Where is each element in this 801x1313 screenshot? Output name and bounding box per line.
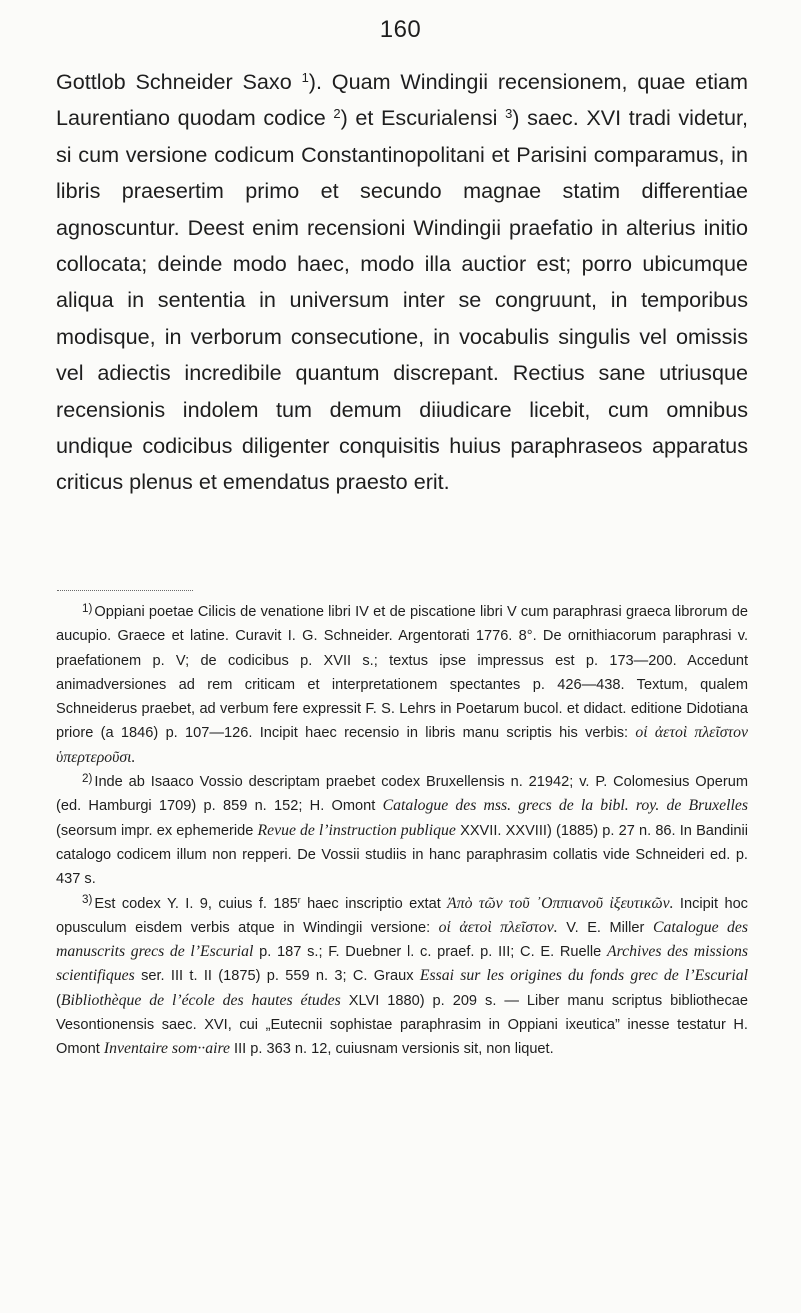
footnote-2-text-2: (seorsum impr. ex ephemeride <box>56 822 258 839</box>
footnote-ref-1[interactable]: 1 <box>301 69 309 85</box>
footnote-ref-2[interactable]: 2 <box>333 106 341 122</box>
footnote-3-text-2: haec inscriptio extat <box>300 895 448 912</box>
footnote-2-text-3: XXVII. XXVIII) (1885) p. 27 n. 86. In Bandinii catalogo codicem illum non repperi. De Vossii studiis in hanc paraphrasim collatis vide Schneideri ed. p. 437 s. <box>56 822 748 888</box>
main-paragraph <box>56 64 748 501</box>
footnote-divider <box>57 590 193 591</box>
footnote-1-text: Oppiani poetae Cilicis de venatione libri IV et de piscatione libri V cum paraphrasi graeca librorum de aucupio. Graece et latine. Curavit I. G. Schneider. Argentorati 1776. 8°. De ornithiacorum paraphrasi v. praefationem p. V; de codicibus p. XVII s.; textus ipse impressus est p. 173—200. Accedunt animadversiones ad rem criticam et interpretationem spectantes p. 426—438. Textum, qualem Schneiderus praebet, ad verbum fere expressit F. S. Lehrs in Poetarum bucol. et didact. editione Didotiana priore (a 1846) p. 107—126. Incipit haec recensio in libris manu scriptis his verbis: <box>56 604 748 742</box>
footnote-3-text-5: p. 187 s.; F. Duebner l. c. praef. p. III; C. E. Ruelle <box>253 944 607 961</box>
footnote-3-text-4: V. E. Miller <box>557 919 653 936</box>
footnote-mark-1: 1) <box>82 601 93 615</box>
page-number: 160 <box>379 16 422 43</box>
footnote-2 <box>56 770 748 891</box>
footnote-1 <box>56 600 748 770</box>
footnote-ref-3[interactable]: 3 <box>505 106 513 122</box>
paragraph-text-3: ) et Escurialensi <box>340 105 506 131</box>
footnote-3-text-3: Incipit hoc opusculum eisdem verbis atque in Windingii versione: <box>56 895 748 936</box>
footnote-3-greek-2: οἱ ἀετοὶ πλεῖστον. <box>438 918 558 936</box>
footnote-3-text-6: ser. III t. II (1875) p. 559 n. 3; C. Graux <box>134 968 420 985</box>
folio-recto-mark: r <box>297 894 301 905</box>
footnote-3-text-1: Est codex Y. I. 9, cuius f. 185 <box>94 895 298 912</box>
footnotes <box>56 600 748 1062</box>
footnote-3-title-4: Bibliothèque de l’école des hautes études <box>60 991 341 1009</box>
footnote-3-title-3: Essai sur les origines du fonds grec de l’Escurial <box>419 967 748 985</box>
footnote-3-title-5: Inventaire som··aire <box>103 1040 230 1058</box>
footnote-mark-3: 3) <box>82 893 93 907</box>
footnote-3-greek-1: Ἀπὸ τῶν τοῦ ᾿Οππιανοῦ ἰξευτικῶν. <box>447 894 674 912</box>
footnote-2-text-1: Inde ab Isaaco Vossio descriptam praebet codex Bruxellensis n. 21942; v. P. Colomesius Operum (ed. Hamburgi 1709) p. 859 n. 152; H. Omont <box>56 774 748 815</box>
paragraph-text-2: ). Quam Windingii recensionem, quae etiam Laurentiano quodam codice <box>56 69 748 131</box>
paragraph-text-1: Gottlob Schneider Saxo <box>56 69 302 94</box>
footnote-3-title-2: Archives des missions scientifiques <box>56 943 748 985</box>
footnote-3 <box>56 892 748 1062</box>
footnote-1-greek: οἱ ἀετοὶ πλεῖστον ὑπερτεροῦσι. <box>56 724 748 766</box>
footnote-2-title-1: Catalogue des mss. grecs de la bibl. roy. de Bruxelles <box>382 797 748 815</box>
footnote-3-text-7: ( <box>56 992 61 1009</box>
footnote-3-title-1: Catalogue des manuscrits grecs de l’Escurial <box>56 918 748 961</box>
footnote-3-text-8: XLVI 1880) p. 209 s. — Liber manu scriptus bibliothecae Vesontionensis saec. XVI, cui „Eutecnii sophistae paraphrasim in Oppiani ixeutica” inesse testatur H. Omont <box>56 992 748 1058</box>
paragraph-text-4: ) saec. XVI tradi videtur, si cum versione codicum Constantinopolitani et Parisini comparamus, in libris praesertim primo et secundo magnae statim differentiae agnoscuntur. Deest enim recensioni Windingii praefatio in alterius initio collocata; deinde modo haec, modo illa auctior est; porro ubicumque aliqua in sententia in universum inter se congruunt, in temporibus modisque, in verborum consecutione, in vocabulis singulis vel omissis vel adiectis incredibile quantum discrepant. Rectius sane utriusque recensionis indolem tum demum diiudicare licebit, cum omnibus undique codicibus diligenter conquisitis huius paraphraseos apparatus criticus plenus et emendatus praesto erit. <box>56 105 748 495</box>
footnote-mark-2: 2) <box>82 772 93 785</box>
footnote-2-title-2: Revue de l’instruction publique <box>257 821 456 839</box>
footnote-3-text-9: III p. 363 n. 12, cuiusnam versionis sit, non liquet. <box>229 1041 554 1058</box>
